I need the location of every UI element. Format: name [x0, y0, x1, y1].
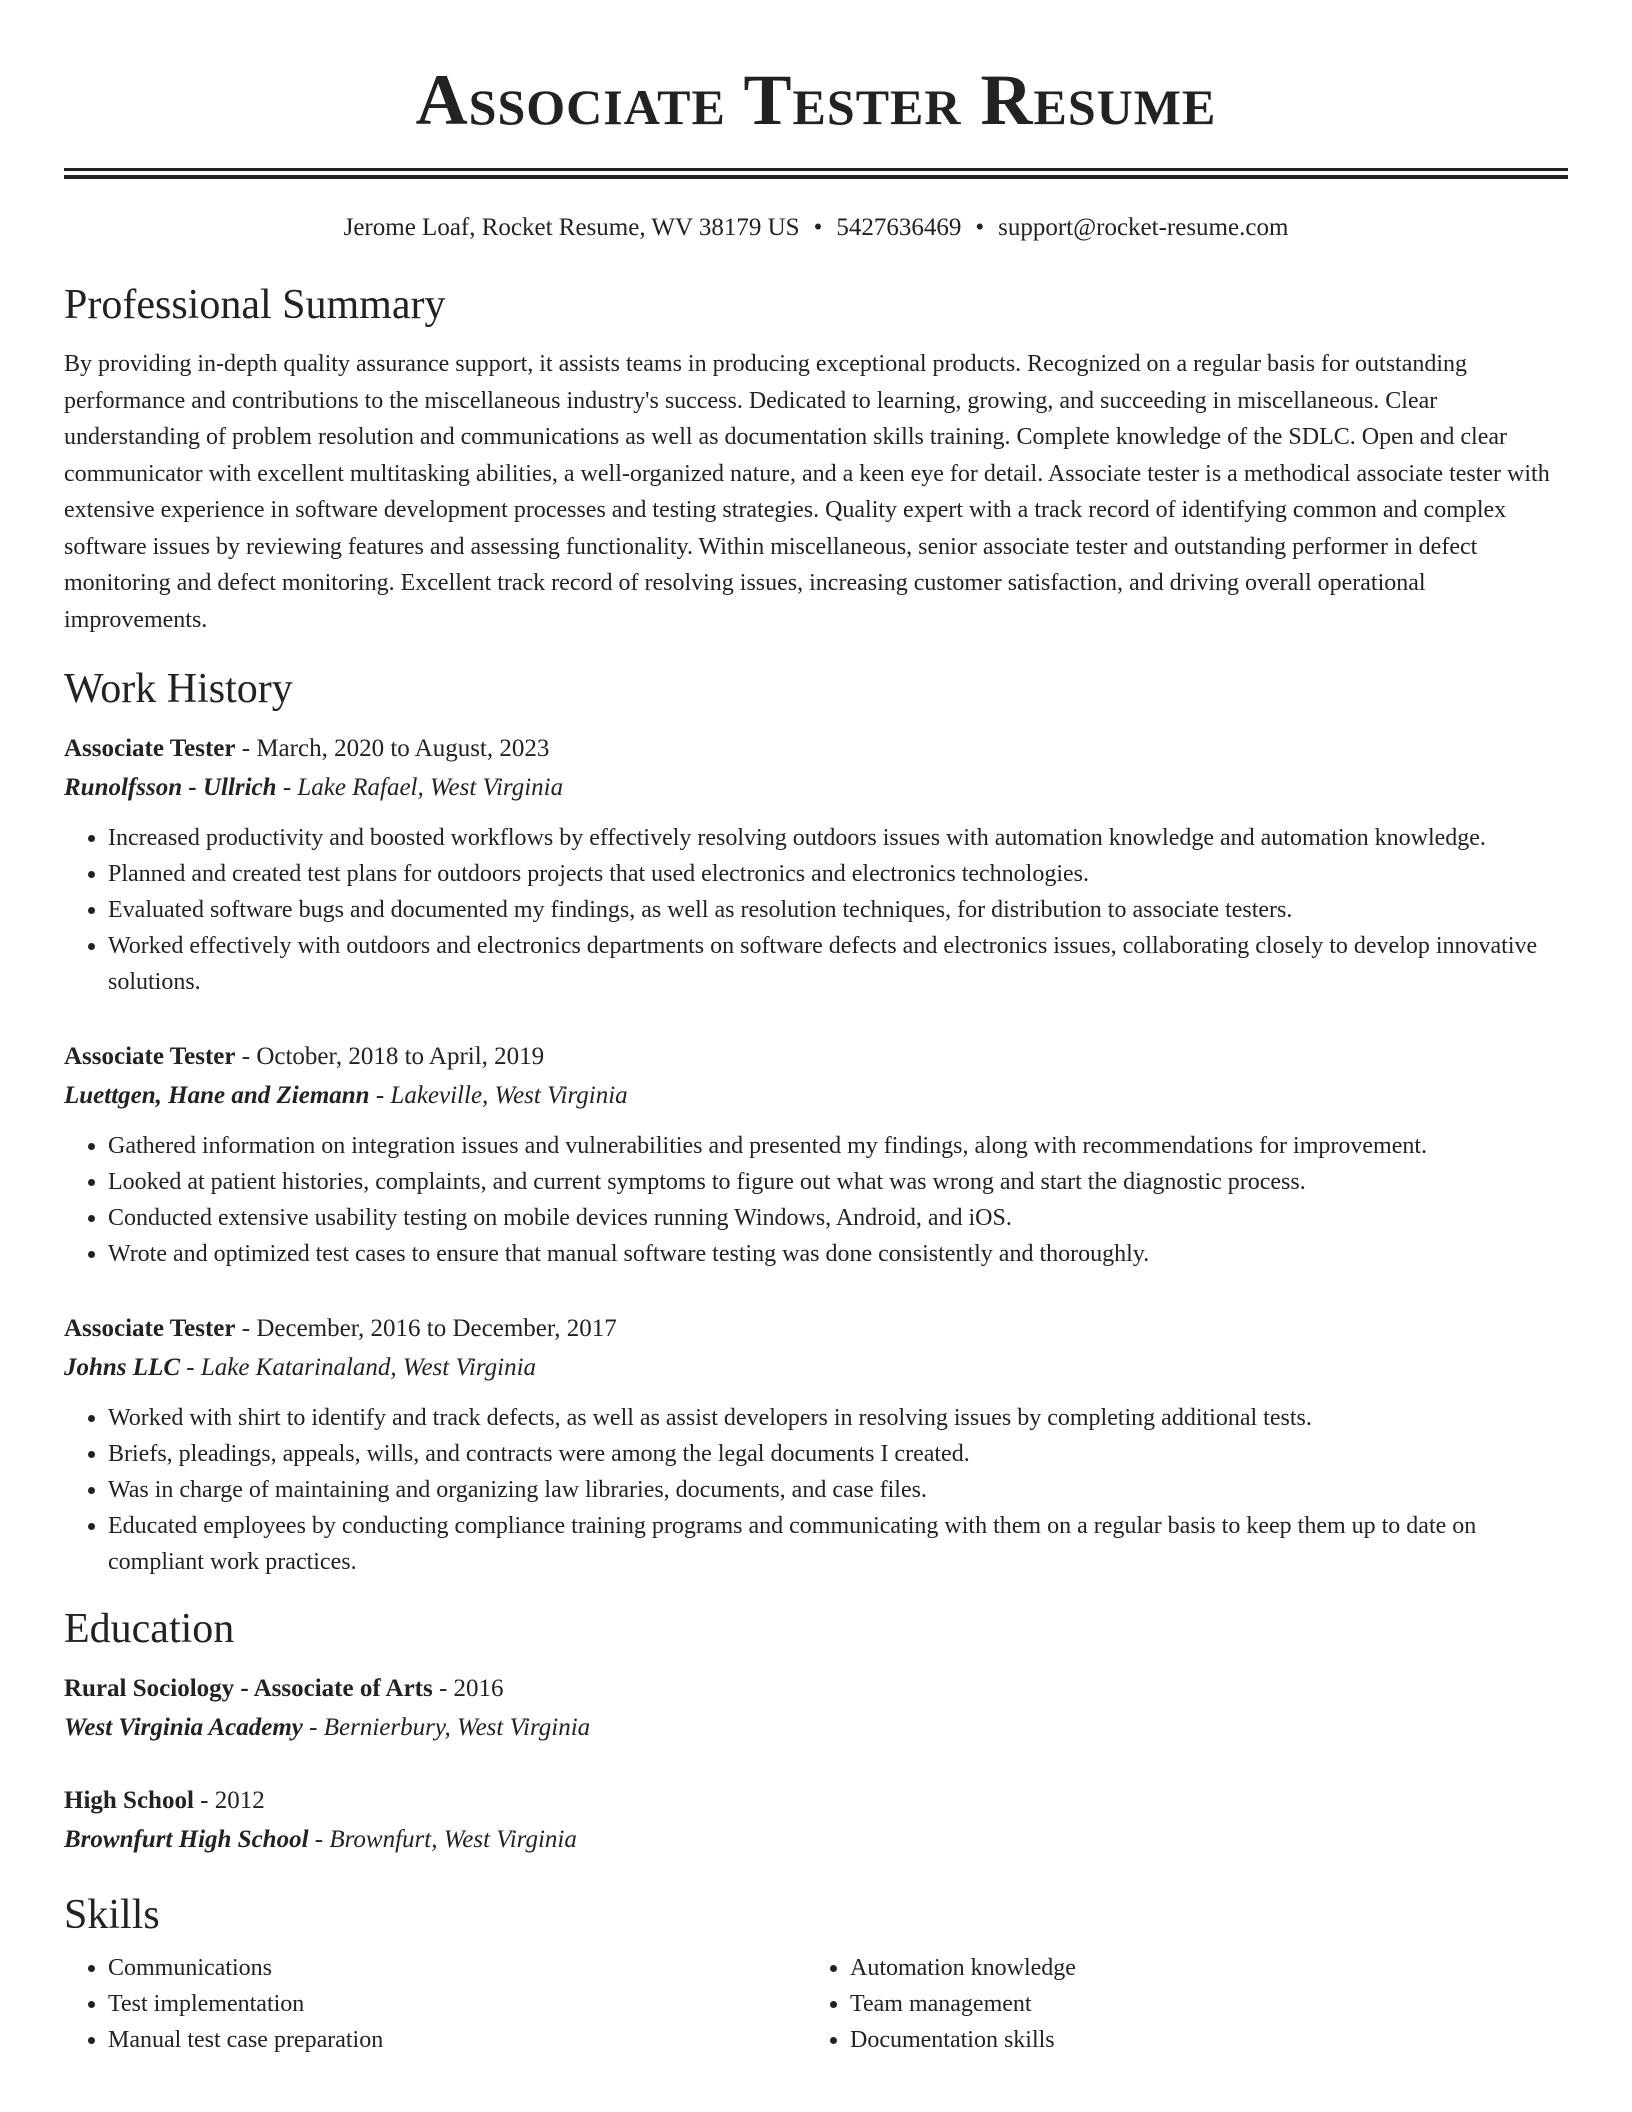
- job-company: Runolfsson - Ullrich: [64, 774, 277, 801]
- skills-section: [64, 1894, 1568, 2058]
- school-name: Brownfurt High School: [64, 1826, 309, 1853]
- job-company-line: [64, 1076, 1568, 1116]
- job-entry: [64, 1310, 1568, 1580]
- skills-grid: [64, 1950, 1568, 2058]
- school-location: - Bernierbury, West Virginia: [302, 1714, 591, 1741]
- education-section: [64, 1608, 1568, 1860]
- job-location: - Lake Katarinaland, West Virginia: [180, 1354, 537, 1381]
- job-title: Associate Tester: [64, 1315, 236, 1342]
- job-location: - Lake Rafael, West Virginia: [276, 774, 564, 801]
- job-entry: [64, 1038, 1568, 1272]
- skill-item: • Documentation skills: [850, 2022, 1548, 2058]
- job-title-line: [64, 730, 1568, 768]
- contact-separator: •: [813, 214, 823, 241]
- skill-item: • Communications: [108, 1950, 806, 1986]
- education-entry: [64, 1782, 1568, 1860]
- summary-text: By providing in-depth quality assurance support, it assists teams in producing exceptional products. Recognized on a regular basis for outstanding performance and contributions to the miscellaneous industry's success. Dedicated to learning, growing, and succeeding in miscellaneous. Clear understanding of problem resolution and communications as well as documentation skills training. Complete knowledge of the SDLC. Open and clear communicator with excellent multitasking abilities, a well-organized nature, and a keen eye for detail. Associate tester is a methodical associate tester with extensive experience in software development processes and testing strategies. Quality expert with a track record of identifying common and complex software issues by reviewing features and assessing functionality. Within miscellaneous, senior associate tester and outstanding performer in defect monitoring and defect monitoring. Excellent track record of resolving issues, increasing customer satisfaction, and driving overall operational improvements.: [64, 351, 1550, 633]
- contact-line: [64, 215, 1568, 240]
- contact-email: support@rocket-resume.com: [998, 214, 1289, 241]
- degree-year: - 2016: [432, 1675, 504, 1702]
- degree-year: - 2012: [193, 1787, 265, 1814]
- school-line: [64, 1820, 1568, 1860]
- title-divider: [64, 168, 1568, 179]
- job-entry: [64, 730, 1568, 1000]
- professional-summary-section: [64, 284, 1568, 638]
- job-title-line: [64, 1310, 1568, 1348]
- list-item: • Briefs, pleadings, appeals, wills, and contracts were among the legal documents I created.: [108, 1436, 1568, 1472]
- job-company-line: [64, 1348, 1568, 1388]
- list-item: • Conducted extensive usability testing on mobile devices running Windows, Android, and iOS.: [108, 1200, 1568, 1236]
- list-item: • Increased productivity and boosted workflows by effectively resolving outdoors issues with automation knowledge and automation knowledge.: [108, 820, 1568, 856]
- degree-line: [64, 1670, 1568, 1708]
- list-item: • Worked effectively with outdoors and electronics departments on software defects and electronics issues, collaborating closely to develop innovative solutions.: [108, 928, 1568, 1000]
- list-item: • Looked at patient histories, complaints, and current symptoms to figure out what was wrong and start the diagnostic process.: [108, 1164, 1568, 1200]
- school-line: [64, 1708, 1568, 1748]
- work-history-section: [64, 668, 1568, 1580]
- skill-item: • Test implementation: [108, 1986, 806, 2022]
- list-item: • Gathered information on integration issues and vulnerabilities and presented my findings, along with recommendations for improvement.: [108, 1128, 1568, 1164]
- skill-item: • Automation knowledge: [850, 1950, 1548, 1986]
- list-item: • Evaluated software bugs and documented my findings, as well as resolution techniques, for distribution to associate testers.: [108, 892, 1568, 928]
- contact-phone: 5427636469: [836, 214, 962, 241]
- job-dates: - December, 2016 to December, 2017: [235, 1315, 617, 1342]
- job-dates: - March, 2020 to August, 2023: [235, 735, 550, 762]
- job-bullets: [64, 820, 1568, 1000]
- degree: High School: [64, 1787, 194, 1814]
- job-bullets: [64, 1128, 1568, 1272]
- contact-separator: •: [975, 214, 985, 241]
- list-item: • Worked with shirt to identify and track defects, as well as assist developers in resolving issues by completing additional tests.: [108, 1400, 1568, 1436]
- skill-item: • Manual test case preparation: [108, 2022, 806, 2058]
- list-item: • Educated employees by conducting compliance training programs and communicating with them on a regular basis to keep them up to date on compliant work practices.: [108, 1508, 1568, 1580]
- job-company: Luettgen, Hane and Ziemann: [64, 1082, 370, 1109]
- contact-address: Jerome Loaf, Rocket Resume, WV 38179 US: [343, 214, 800, 241]
- section-heading: Skills: [64, 1892, 160, 1938]
- job-company-line: [64, 768, 1568, 808]
- job-title: Associate Tester: [64, 1043, 236, 1070]
- school-name: West Virginia Academy: [64, 1714, 303, 1741]
- skill-item: • Team management: [850, 1986, 1548, 2022]
- skills-list-right: [806, 1950, 1548, 2058]
- job-title: Associate Tester: [64, 735, 236, 762]
- job-company: Johns LLC: [64, 1354, 181, 1381]
- section-heading: Work History: [64, 666, 293, 712]
- list-item: • Planned and created test plans for outdoors projects that used electronics and electronics technologies.: [108, 856, 1568, 892]
- degree-line: [64, 1782, 1568, 1820]
- job-dates: - October, 2018 to April, 2019: [235, 1043, 545, 1070]
- job-title-line: [64, 1038, 1568, 1076]
- job-location: - Lakeville, West Virginia: [369, 1082, 628, 1109]
- education-entry: [64, 1670, 1568, 1748]
- section-heading: Education: [64, 1606, 235, 1652]
- list-item: • Wrote and optimized test cases to ensure that manual software testing was done consistently and thoroughly.: [108, 1236, 1568, 1272]
- job-bullets: [64, 1400, 1568, 1580]
- skills-list-left: [64, 1950, 806, 2058]
- degree: Rural Sociology - Associate of Arts: [64, 1675, 433, 1702]
- resume-title: Associate Tester Resume: [415, 60, 1217, 140]
- school-location: - Brownfurt, West Virginia: [308, 1826, 577, 1853]
- section-heading: Professional Summary: [64, 282, 446, 328]
- list-item: • Was in charge of maintaining and organizing law libraries, documents, and case files.: [108, 1472, 1568, 1508]
